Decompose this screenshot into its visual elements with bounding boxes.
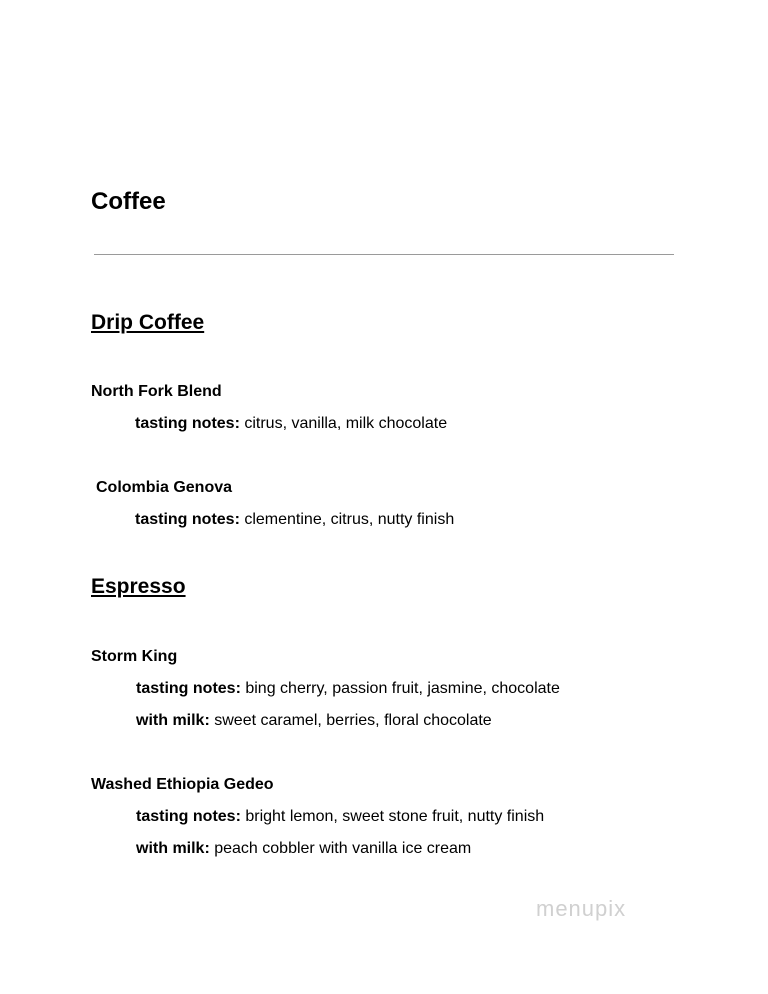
page-title: Coffee [91, 188, 166, 215]
note-value: peach cobbler with vanilla ice cream [214, 840, 472, 857]
note-value: clementine, citrus, nutty finish [244, 511, 455, 528]
section-heading: Drip Coffee [91, 311, 205, 334]
tasting-notes [135, 413, 447, 435]
note-label: with milk: [136, 712, 210, 729]
title-divider [94, 254, 674, 255]
note-label: tasting notes: [136, 808, 241, 825]
item-name: North Fork Blend [91, 383, 222, 400]
milk-notes [136, 710, 492, 732]
tasting-notes [136, 678, 560, 700]
item-name: Colombia Genova [96, 479, 233, 496]
milk-notes [136, 838, 471, 860]
item-name: Storm King [91, 648, 178, 665]
note-value: bright lemon, sweet stone fruit, nutty finish [245, 808, 545, 825]
tasting-notes [135, 509, 454, 531]
note-label: with milk: [136, 840, 210, 857]
section-heading: Espresso [91, 575, 186, 598]
note-label: tasting notes: [136, 680, 241, 697]
note-value: sweet caramel, berries, floral chocolate [214, 712, 492, 729]
note-label: tasting notes: [135, 415, 240, 432]
note-label: tasting notes: [135, 511, 240, 528]
watermark-logo: menupix [536, 896, 627, 921]
tasting-notes [136, 806, 544, 828]
item-name: Washed Ethiopia Gedeo [91, 776, 274, 793]
note-value: citrus, vanilla, milk chocolate [244, 415, 448, 432]
note-value: bing cherry, passion fruit, jasmine, chocolate [245, 680, 560, 697]
